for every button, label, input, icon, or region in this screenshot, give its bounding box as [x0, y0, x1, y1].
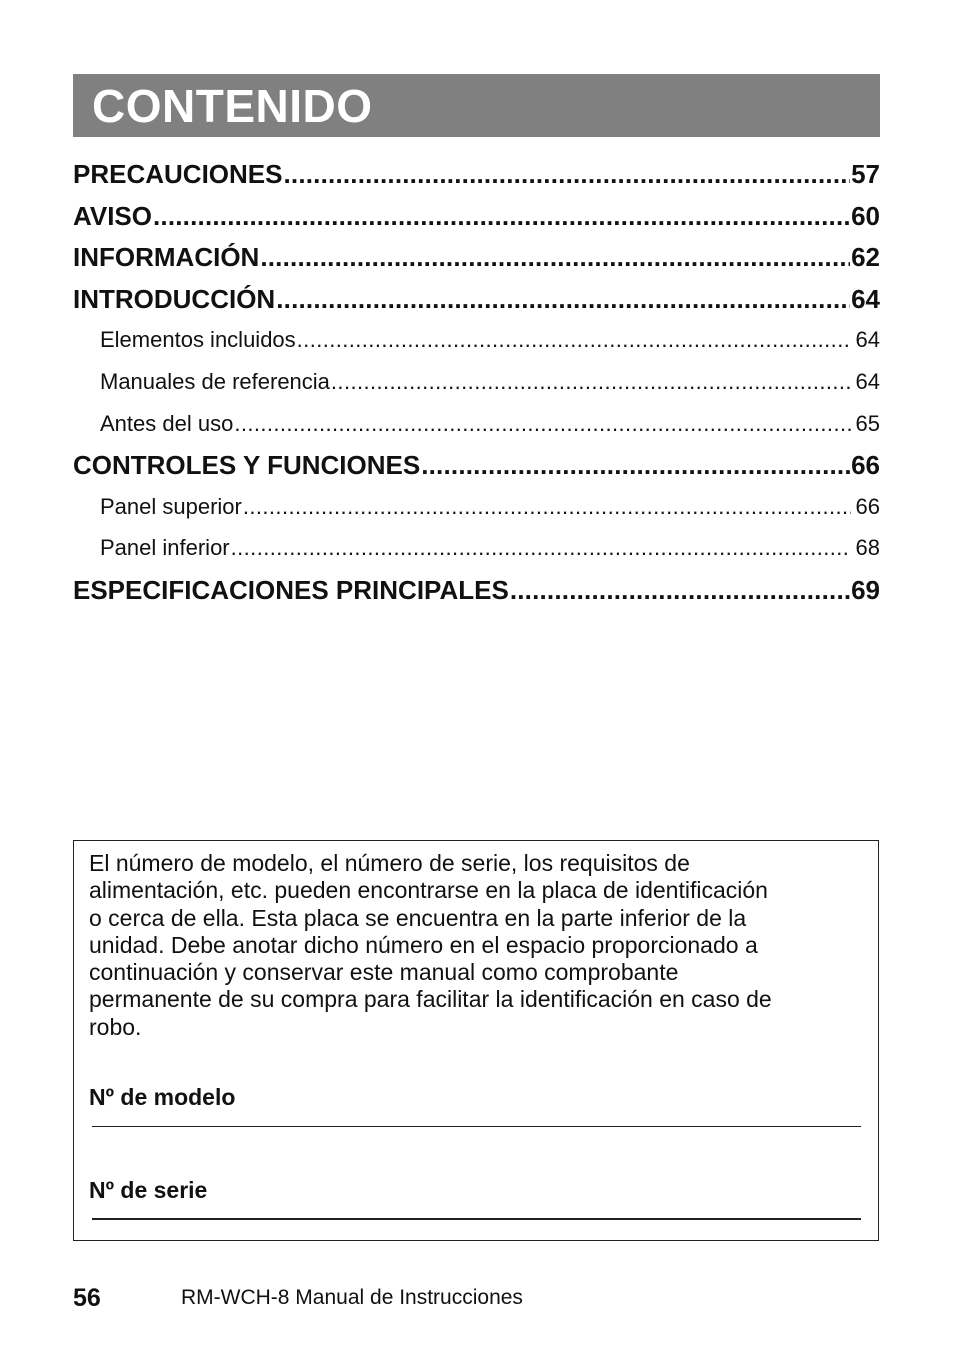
toc-leader-dots: [234, 411, 850, 437]
toc-entry-label: ESPECIFICACIONES PRINCIPALES: [73, 575, 509, 605]
toc-subentry-manuales-de-referencia[interactable]: [100, 369, 880, 397]
toc-entry-page: 69: [851, 575, 880, 605]
toc-leader-dots: [283, 159, 850, 190]
toc-entry-page: 57: [851, 159, 880, 189]
page-number: 56: [73, 1284, 101, 1312]
toc-entry-page: 64: [851, 284, 880, 314]
toc-entry-aviso[interactable]: [73, 201, 880, 233]
serial-number-field-line[interactable]: [92, 1218, 861, 1220]
toc-entry-page: 65: [855, 411, 880, 436]
instruction-line: El número de modelo, el número de serie, los requisitos de: [89, 850, 690, 876]
toc-subentry-panel-superior[interactable]: [100, 494, 880, 522]
toc-entry-label: Panel inferior: [100, 535, 230, 560]
toc-subentry-elementos-incluidos[interactable]: [100, 327, 880, 355]
toc-entry-page: 62: [851, 242, 880, 272]
serial-number-label: Nº de serie: [89, 1177, 208, 1203]
toc-leader-dots: [331, 369, 851, 395]
toc-leader-dots: [153, 201, 850, 232]
toc-leader-dots: [510, 575, 850, 606]
instruction-line: unidad. Debe anotar dicho número en el espacio proporcionado a: [89, 931, 758, 958]
toc-leader-dots: [276, 284, 850, 315]
toc-subentry-panel-inferior[interactable]: [100, 535, 880, 563]
toc-entry-page: 66: [851, 450, 880, 480]
toc-entry-precauciones[interactable]: [73, 159, 880, 191]
toc-entry-label: Panel superior: [100, 494, 242, 519]
toc-entry-controles-y-funciones[interactable]: [73, 450, 880, 482]
instruction-line: continuación y conservar este manual como comprobante: [89, 959, 679, 986]
toc-leader-dots: [297, 327, 851, 353]
manual-title: RM-WCH-8 Manual de Instrucciones: [181, 1286, 523, 1309]
toc-entry-label: PRECAUCIONES: [73, 159, 283, 189]
toc-entry-label: Antes del uso: [100, 411, 234, 436]
toc-leader-dots: [260, 242, 850, 273]
toc-entry-label: Elementos incluidos: [100, 327, 296, 352]
toc-entry-label: AVISO: [73, 201, 152, 231]
identification-instructions: [89, 850, 864, 1041]
toc-entry-label: INFORMACIÓN: [73, 242, 260, 272]
toc-entry-page: 66: [855, 494, 880, 519]
toc-entry-page: 64: [855, 369, 880, 394]
toc-leader-dots: [421, 450, 850, 481]
toc-entry-label: CONTROLES Y FUNCIONES: [73, 450, 421, 480]
toc-entry-page: 60: [851, 201, 880, 231]
instruction-line: alimentación, etc. pueden encontrarse en la placa de identificación: [89, 877, 768, 904]
toc-leader-dots: [243, 494, 851, 520]
instruction-line: o cerca de ella. Esta placa se encuentra en la parte inferior de la: [89, 904, 747, 931]
model-number-field-line[interactable]: [92, 1126, 861, 1127]
toc-entry-page: 68: [855, 535, 880, 560]
page-title: CONTENIDO: [92, 79, 373, 132]
toc-leader-dots: [231, 535, 851, 561]
toc-subentry-antes-del-uso[interactable]: [100, 411, 880, 439]
toc-entry-informacion[interactable]: [73, 242, 880, 274]
toc-entry-label: INTRODUCCIÓN: [73, 284, 276, 314]
title-bar: [73, 74, 880, 137]
toc-entry-label: Manuales de referencia: [100, 369, 330, 394]
toc-entry-page: 64: [855, 327, 880, 352]
instruction-line: robo.: [89, 1013, 142, 1040]
model-number-label: Nº de modelo: [89, 1084, 236, 1110]
identification-info-box: [73, 840, 879, 1241]
toc-entry-introduccion[interactable]: [73, 284, 880, 316]
instruction-line: permanente de su compra para facilitar la identificación en caso de: [89, 986, 772, 1013]
toc-entry-especificaciones-principales[interactable]: [73, 575, 880, 607]
